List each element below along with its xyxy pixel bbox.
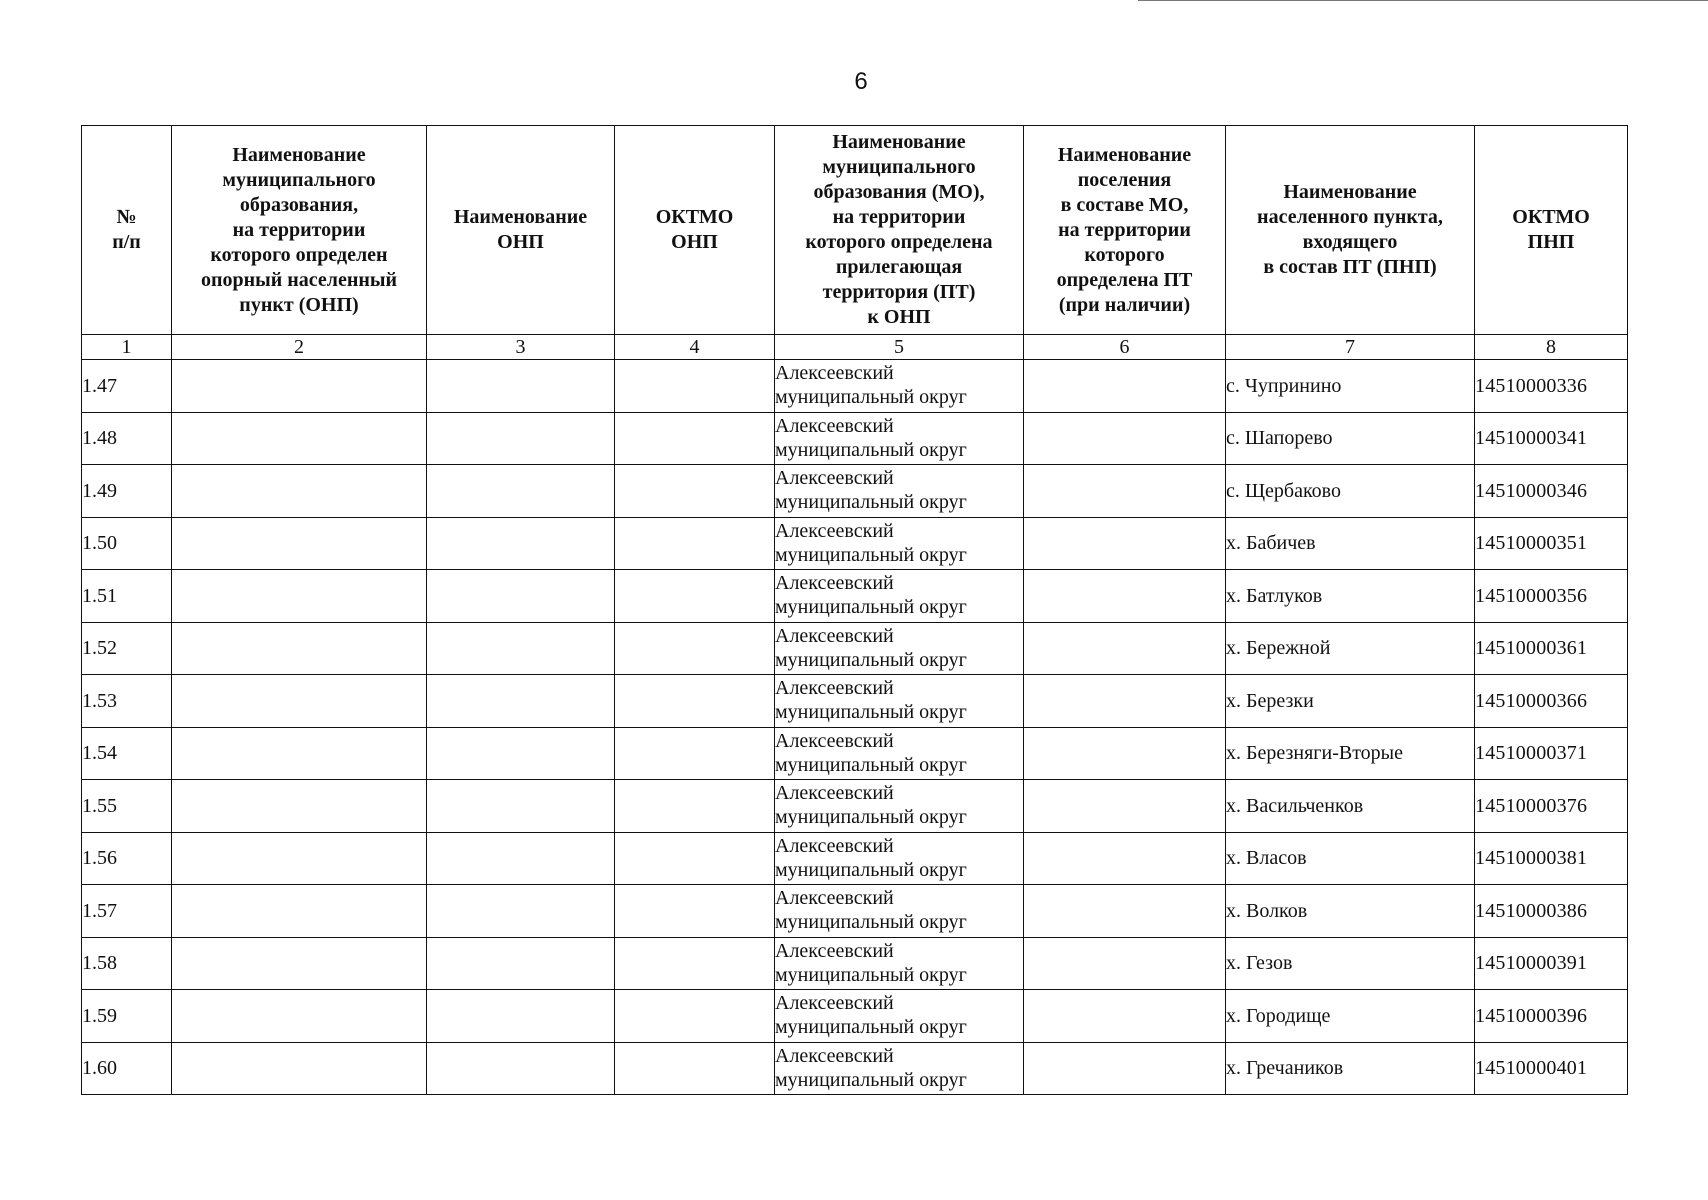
- mo-name-line: Алексеевский: [775, 414, 894, 437]
- pnp-name-cell: х. Власов: [1226, 832, 1475, 885]
- row-number-cell: 1.57: [82, 885, 172, 938]
- settlement-cell: [1024, 990, 1226, 1043]
- onp-name-cell: [427, 780, 615, 833]
- onp-mo-cell: [172, 990, 427, 1043]
- onp-mo-cell: [172, 360, 427, 413]
- settlement-cell: [1024, 517, 1226, 570]
- table-row: [82, 780, 1628, 833]
- mo-type-line: муниципальный округ: [775, 438, 967, 461]
- mo-name-line: Алексеевский: [775, 939, 894, 962]
- mo-type-line: муниципальный округ: [775, 596, 967, 618]
- settlement-cell: [1024, 885, 1226, 938]
- header-cell-mo-onp: Наименование муниципального образования, на территории которого определен опорный населенный пункт (ОНП): [172, 126, 427, 335]
- table-row: [82, 517, 1628, 570]
- column-number-row: [82, 335, 1628, 360]
- onp-mo-cell: [172, 780, 427, 833]
- mo-name-line: Алексеевский: [775, 572, 894, 594]
- mo-name-line: Алексеевский: [775, 362, 894, 384]
- mo-cell: [775, 412, 1024, 465]
- header-cell-pnp-oktmo: ОКТМО ПНП: [1475, 126, 1628, 335]
- onp-name-cell: [427, 1042, 615, 1095]
- mo-type-line: муниципальный округ: [775, 753, 967, 776]
- onp-name-cell: [427, 517, 615, 570]
- mo-type-line: муниципальный округ: [775, 491, 967, 513]
- mo-name-line: Алексеевский: [775, 782, 894, 804]
- pnp-name-cell: с. Шапорево: [1226, 412, 1475, 465]
- column-number: 7: [1226, 335, 1475, 360]
- mo-type-line: муниципальный округ: [775, 386, 967, 408]
- table-row: [82, 412, 1628, 465]
- mo-name-line: Алексеевский: [775, 677, 894, 699]
- onp-mo-cell: [172, 727, 427, 780]
- onp-mo-cell: [172, 570, 427, 623]
- mo-cell: [775, 465, 1024, 518]
- mo-cell: [775, 937, 1024, 990]
- settlement-cell: [1024, 412, 1226, 465]
- table-row: [82, 990, 1628, 1043]
- settlement-cell: [1024, 1042, 1226, 1095]
- header-cell-onp-name: Наименование ОНП: [427, 126, 615, 335]
- pnp-oktmo-cell: 14510000381: [1475, 832, 1628, 885]
- pnp-name-cell: х. Батлуков: [1226, 570, 1475, 623]
- settlement-cell: [1024, 832, 1226, 885]
- onp-mo-cell: [172, 885, 427, 938]
- onp-name-cell: [427, 622, 615, 675]
- row-number-cell: 1.47: [82, 360, 172, 413]
- pnp-name-cell: х. Гречаников: [1226, 1042, 1475, 1095]
- onp-oktmo-cell: [615, 990, 775, 1043]
- onp-mo-cell: [172, 937, 427, 990]
- mo-type-line: муниципальный округ: [775, 858, 967, 881]
- mo-type-line: муниципальный округ: [775, 806, 967, 828]
- pnp-name-cell: х. Бабичев: [1226, 517, 1475, 570]
- onp-name-cell: [427, 675, 615, 728]
- row-number-cell: 1.54: [82, 727, 172, 780]
- onp-name-cell: [427, 832, 615, 885]
- onp-oktmo-cell: [615, 885, 775, 938]
- onp-oktmo-cell: [615, 832, 775, 885]
- pnp-name-cell: х. Гезов: [1226, 937, 1475, 990]
- mo-cell: [775, 570, 1024, 623]
- row-number-cell: 1.55: [82, 780, 172, 833]
- page-number: 6: [854, 68, 868, 95]
- onp-oktmo-cell: [615, 570, 775, 623]
- pnp-name-cell: х. Васильченков: [1226, 780, 1475, 833]
- table-row: [82, 832, 1628, 885]
- mo-type-line: муниципальный округ: [775, 911, 967, 933]
- onp-mo-cell: [172, 1042, 427, 1095]
- mo-type-line: муниципальный округ: [775, 543, 967, 566]
- onp-mo-cell: [172, 622, 427, 675]
- mo-type-line: муниципальный округ: [775, 648, 967, 671]
- table-row: [82, 570, 1628, 623]
- pnp-oktmo-cell: 14510000391: [1475, 937, 1628, 990]
- pnp-name-cell: х. Бережной: [1226, 622, 1475, 675]
- mo-cell: [775, 675, 1024, 728]
- mo-cell: [775, 727, 1024, 780]
- mo-cell: [775, 885, 1024, 938]
- header-cell-pnp-name: Наименование населенного пункта, входящего в состав ПТ (ПНП): [1226, 126, 1475, 335]
- table-row: [82, 727, 1628, 780]
- onp-mo-cell: [172, 832, 427, 885]
- onp-oktmo-cell: [615, 675, 775, 728]
- mo-cell: [775, 1042, 1024, 1095]
- column-number: 5: [775, 335, 1024, 360]
- mo-name-line: Алексеевский: [775, 519, 894, 542]
- mo-cell: [775, 360, 1024, 413]
- settlement-cell: [1024, 675, 1226, 728]
- column-number: 2: [172, 335, 427, 360]
- onp-oktmo-cell: [615, 1042, 775, 1095]
- mo-name-line: Алексеевский: [775, 992, 894, 1014]
- pnp-oktmo-cell: 14510000401: [1475, 1042, 1628, 1095]
- row-number-cell: 1.56: [82, 832, 172, 885]
- pnp-name-cell: х. Березки: [1226, 675, 1475, 728]
- pnp-name-cell: х. Березняги-Вторые: [1226, 727, 1475, 780]
- scan-edge-line: [1138, 0, 1708, 1]
- onp-oktmo-cell: [615, 360, 775, 413]
- mo-type-line: муниципальный округ: [775, 963, 967, 986]
- mo-name-line: Алексеевский: [775, 467, 894, 489]
- mo-name-line: Алексеевский: [775, 729, 894, 752]
- onp-oktmo-cell: [615, 780, 775, 833]
- header-cell-number: № п/п: [82, 126, 172, 335]
- onp-oktmo-cell: [615, 517, 775, 570]
- header-row: [82, 126, 1628, 335]
- onp-oktmo-cell: [615, 622, 775, 675]
- row-number-cell: 1.60: [82, 1042, 172, 1095]
- settlement-cell: [1024, 570, 1226, 623]
- row-number-cell: 1.51: [82, 570, 172, 623]
- table-row: [82, 465, 1628, 518]
- onp-mo-cell: [172, 465, 427, 518]
- row-number-cell: 1.50: [82, 517, 172, 570]
- pnp-oktmo-cell: 14510000376: [1475, 780, 1628, 833]
- onp-oktmo-cell: [615, 937, 775, 990]
- row-number-cell: 1.49: [82, 465, 172, 518]
- mo-cell: [775, 990, 1024, 1043]
- table-row: [82, 1042, 1628, 1095]
- onp-name-cell: [427, 412, 615, 465]
- header-cell-mo-pt: Наименование муниципального образования (МО), на территории которого определена прилегающая территория (ПТ) к ОНП: [775, 126, 1024, 335]
- settlements-table: [81, 125, 1628, 1095]
- table-row: [82, 622, 1628, 675]
- row-number-cell: 1.52: [82, 622, 172, 675]
- pnp-oktmo-cell: 14510000351: [1475, 517, 1628, 570]
- mo-cell: [775, 780, 1024, 833]
- pnp-oktmo-cell: 14510000341: [1475, 412, 1628, 465]
- onp-name-cell: [427, 727, 615, 780]
- onp-name-cell: [427, 990, 615, 1043]
- mo-name-line: Алексеевский: [775, 834, 894, 857]
- pnp-oktmo-cell: 14510000386: [1475, 885, 1628, 938]
- mo-cell: [775, 622, 1024, 675]
- onp-name-cell: [427, 465, 615, 518]
- settlement-cell: [1024, 622, 1226, 675]
- mo-cell: [775, 517, 1024, 570]
- pnp-name-cell: х. Волков: [1226, 885, 1475, 938]
- onp-name-cell: [427, 937, 615, 990]
- row-number-cell: 1.59: [82, 990, 172, 1043]
- header-cell-onp-oktmo: ОКТМО ОНП: [615, 126, 775, 335]
- mo-type-line: муниципальный округ: [775, 1016, 967, 1038]
- mo-name-line: Алексеевский: [775, 624, 894, 647]
- mo-type-line: муниципальный округ: [775, 1068, 967, 1091]
- onp-mo-cell: [172, 675, 427, 728]
- pnp-oktmo-cell: 14510000396: [1475, 990, 1628, 1043]
- onp-mo-cell: [172, 517, 427, 570]
- table-row: [82, 675, 1628, 728]
- pnp-name-cell: с. Чупринино: [1226, 360, 1475, 413]
- settlement-cell: [1024, 727, 1226, 780]
- pnp-oktmo-cell: 14510000361: [1475, 622, 1628, 675]
- row-number-cell: 1.58: [82, 937, 172, 990]
- header-cell-settlement: Наименование поселения в составе МО, на территории которого определена ПТ (при наличии): [1024, 126, 1226, 335]
- table-row: [82, 885, 1628, 938]
- settlement-cell: [1024, 780, 1226, 833]
- table-row: [82, 937, 1628, 990]
- mo-name-line: Алексеевский: [775, 887, 894, 909]
- mo-name-line: Алексеевский: [775, 1044, 894, 1067]
- pnp-oktmo-cell: 14510000346: [1475, 465, 1628, 518]
- pnp-oktmo-cell: 14510000371: [1475, 727, 1628, 780]
- settlement-cell: [1024, 465, 1226, 518]
- onp-name-cell: [427, 885, 615, 938]
- mo-type-line: муниципальный округ: [775, 701, 967, 723]
- onp-name-cell: [427, 570, 615, 623]
- settlement-cell: [1024, 360, 1226, 413]
- pnp-oktmo-cell: 14510000366: [1475, 675, 1628, 728]
- column-number: 6: [1024, 335, 1226, 360]
- onp-oktmo-cell: [615, 727, 775, 780]
- onp-name-cell: [427, 360, 615, 413]
- column-number: 3: [427, 335, 615, 360]
- row-number-cell: 1.48: [82, 412, 172, 465]
- row-number-cell: 1.53: [82, 675, 172, 728]
- column-number: 4: [615, 335, 775, 360]
- column-number: 1: [82, 335, 172, 360]
- column-number: 8: [1475, 335, 1628, 360]
- onp-oktmo-cell: [615, 465, 775, 518]
- table-row: [82, 360, 1628, 413]
- onp-oktmo-cell: [615, 412, 775, 465]
- pnp-oktmo-cell: 14510000356: [1475, 570, 1628, 623]
- pnp-name-cell: с. Щербаково: [1226, 465, 1475, 518]
- onp-mo-cell: [172, 412, 427, 465]
- pnp-name-cell: х. Городище: [1226, 990, 1475, 1043]
- pnp-oktmo-cell: 14510000336: [1475, 360, 1628, 413]
- table-body: [82, 360, 1628, 1095]
- mo-cell: [775, 832, 1024, 885]
- settlement-cell: [1024, 937, 1226, 990]
